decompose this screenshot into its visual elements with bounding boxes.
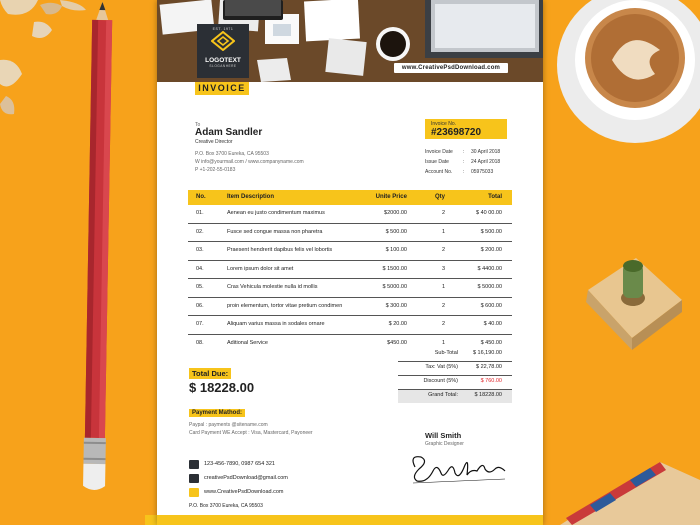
meta-sep: : (463, 149, 465, 155)
invoice-number-box (425, 119, 507, 139)
signer-name: Will Smith (425, 431, 462, 440)
logo-text: LOGOTEXT (205, 57, 241, 64)
cell-price: $ 100.00 (385, 247, 407, 253)
cell-desc: Lorem ipsum dolor sit amet (227, 265, 294, 272)
pencil-shavings-decoration (0, 0, 86, 114)
invoice-title: INVOICE (195, 82, 249, 95)
meta-key: Account No. (425, 169, 453, 175)
cell-total: $ 4400.00 (477, 265, 502, 272)
rubber-stamp-decoration (586, 258, 682, 350)
header-desc: Item Description (227, 194, 275, 200)
invoice-number-label: Invoice No. (431, 121, 457, 127)
cell-total: $ 600.00 (480, 302, 502, 309)
summary-row-tax (398, 362, 512, 376)
meta-value: 30 April 2018 (471, 149, 501, 155)
cell-no: 06. (196, 302, 204, 309)
coffee-cup-decoration (557, 0, 700, 143)
accent-strip (145, 515, 157, 525)
cell-total: $ 40.00 (483, 321, 502, 327)
table-row (188, 261, 512, 280)
cell-price: $ 1500.00 (382, 265, 407, 272)
cell-no: 05. (196, 284, 204, 290)
cell-no: 07. (196, 321, 204, 327)
logo-slogan: SLOGANHERE (209, 64, 237, 68)
cell-price: $ 300.00 (385, 302, 407, 309)
envelope-decoration (560, 462, 700, 525)
total-due-label: Total Due: (189, 368, 231, 379)
items-table (188, 190, 512, 352)
table-header (188, 190, 512, 205)
meta-row-invoice-date (425, 149, 500, 155)
summary-value: $ 16,190.00 (472, 350, 502, 356)
table-row (188, 298, 512, 317)
payment-line: Paypal : payments @sitename.com (189, 422, 268, 428)
email-icon (189, 474, 199, 483)
summary-value: $ 22,78.00 (476, 364, 502, 370)
contact-website: www.CreativePsdDownload.com (204, 489, 284, 495)
cell-price: $2000.00 (384, 210, 407, 216)
customer-name: Adam Sandler (195, 127, 263, 138)
summary-key: Sub-Total (434, 350, 458, 356)
company-logo (197, 24, 249, 78)
cell-total: $ 200.00 (480, 247, 502, 253)
logo-est: EST. 1971 (212, 27, 234, 31)
customer-phone: P +1-202-55-0183 (195, 167, 236, 173)
summary-key: Discount (5%) (423, 378, 458, 384)
table-row (188, 205, 512, 224)
meta-row-issue-date (425, 159, 500, 165)
cell-no: 01. (196, 210, 204, 216)
logo-mark-icon (211, 31, 235, 51)
cell-no: 04. (196, 265, 204, 272)
cell-total: $ 40 00.00 (476, 210, 502, 216)
invoice-sheet (157, 0, 543, 525)
cell-qty: 2 (441, 247, 445, 253)
cell-price: $450.00 (387, 339, 407, 346)
customer-web: W info@yourmail.com / www.companyname.com (195, 159, 304, 165)
cell-price: $ 5000.00 (382, 284, 407, 290)
cell-qty: 1 (441, 284, 445, 290)
cell-qty: 1 (441, 339, 445, 346)
meta-row-account-no (425, 169, 493, 175)
phone-icon (189, 460, 199, 469)
meta-key: Invoice Date (425, 149, 453, 155)
summary-row-subtotal (398, 348, 512, 362)
header-photo (157, 0, 543, 82)
cell-price: $ 20.00 (388, 321, 407, 327)
customer-role: Creative Director (195, 139, 233, 145)
summary-value-discount: $ 760.00 (480, 378, 502, 384)
globe-icon (189, 488, 199, 497)
table-row (188, 224, 512, 243)
invoice-number: #23698720 (431, 127, 482, 138)
meta-sep: : (463, 159, 465, 165)
cell-qty: 2 (441, 302, 445, 309)
cell-desc: Praesent hendrerit dapibus felis vel lobortis (227, 247, 333, 253)
header-total: Total (488, 194, 502, 200)
cell-qty: 3 (441, 265, 445, 272)
summary-value: $ 18228.00 (474, 392, 502, 398)
cell-desc: Cras Vehicula molestie nulla id mollis (227, 284, 318, 290)
payment-line: Card Payment WE Accept : Visa, Mastercard, Payoneer (189, 430, 313, 436)
cell-desc: Aditional Service (227, 339, 268, 346)
to-label: To (195, 122, 201, 128)
meta-key: Issue Date (425, 159, 449, 165)
summary-row-discount (398, 376, 512, 390)
meta-sep: : (463, 169, 465, 175)
cell-desc: proin elementum, tortor vitae pretium condimen (227, 302, 343, 309)
total-due-value: $ 18228.00 (189, 380, 255, 395)
cell-desc: Aenean eu justo condimentum maximus (227, 210, 325, 216)
footer-address: P.O. Box 3700 Eureka, CA 95503 (189, 503, 263, 509)
cell-no: 08. (196, 339, 204, 346)
payment-method-label: Payment Mathod: (189, 409, 245, 417)
table-row (188, 242, 512, 261)
header-qty: Qty (434, 194, 445, 200)
table-row (188, 316, 512, 335)
header-no: No. (196, 194, 206, 200)
signer-role: Graphic Designer (425, 441, 464, 447)
cell-qty: 1 (441, 228, 445, 235)
pencil-decoration (83, 2, 114, 490)
cell-total: $ 5000.00 (477, 284, 502, 290)
contact-phone: 123-456-7890, 0987 654 321 (204, 461, 275, 467)
customer-address: P.O. Box 3700 Eureka, CA 95503 (195, 151, 269, 157)
table-row (188, 279, 512, 298)
cell-total: $ 450.00 (480, 339, 502, 346)
cell-no: 03. (196, 247, 204, 253)
cell-total: $ 500.00 (480, 228, 502, 235)
summary-key: Grand Total: (428, 392, 458, 398)
cell-desc: Aliquam varius massa in sodales ornare (227, 321, 325, 327)
meta-value: 05975033 (471, 169, 494, 175)
cell-qty: 2 (441, 210, 445, 216)
cell-no: 02. (196, 228, 204, 235)
cell-price: $ 500.00 (385, 228, 407, 235)
summary-row-grand-total (398, 390, 512, 403)
cell-desc: Fusce sed congue massa non pharetra (227, 228, 323, 235)
cell-qty: 2 (441, 321, 445, 327)
summary-key: Tax: Vat (5%) (425, 364, 458, 370)
contact-email: creativePsdDownload@gmail.com (204, 475, 288, 481)
signature-scribble (405, 447, 515, 487)
website-tag: www.CreativePsdDownload.com (394, 63, 508, 73)
meta-value: 24 April 2018 (471, 159, 501, 165)
header-price: Unite Price (375, 194, 407, 200)
footer-bar (157, 515, 543, 525)
